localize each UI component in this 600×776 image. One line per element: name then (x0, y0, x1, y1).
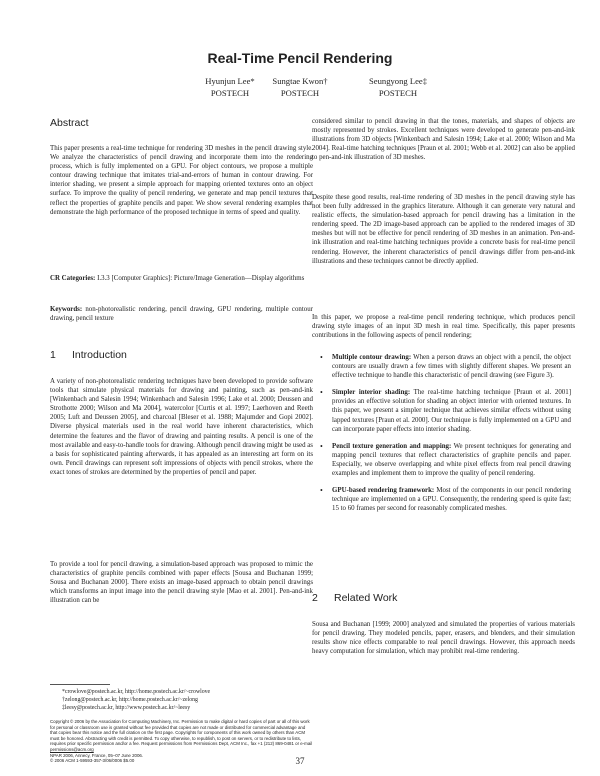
author-name: Sungtae Kwon† (272, 76, 328, 86)
venue-line: NPAR 2006, Annecy, France, 05–07 June 2006. (50, 752, 144, 758)
related-work-heading (312, 592, 397, 604)
footnote: †zelong@postech.ac.kr, http://home.postech.ac.kr/~zelong (62, 697, 198, 703)
author-3 (328, 75, 468, 99)
copyright-text: Copyright © 2006 by the Association for Computing Machinery, Inc. Permission to make digital or hard copies of part or all of this work for personal or classroom use is granted without fee provided that copies are not made or distributed for commercial advantage and that copies bear this notice and the full citation on the first page. Copyrights for components of this work owned by others than ACM must be honored. Abstracting with credit is permitted. To copy otherwise, to republish, to post on servers, or to redistribute to lists, requires prior specific permission and/or a fee. Request permissions from Permissions Dept, ACM Inc., fax +1 (212) 869-0481 or e-mail (50, 719, 313, 747)
paper-title: Real-Time Pencil Rendering (207, 50, 393, 66)
author-name: Hyunjun Lee* (205, 76, 255, 86)
list-item (316, 353, 571, 380)
intro-paragraph-1: A variety of non-photorealistic rendering techniques have been developed to provide software tools that simulate physical materials for drawing and painting, such as pen-and-ink [Winkenbach and Salesin 1994; Winkenbach and Salesin 1996; Lake et al. 2000; Deussen and Strothotte 2000; Wilson and Ma 2004], watercolor [Curtis et al. 1997; Laerhoven and Reeth 2005; Luft and Deussen 2005], and charcoal [Bleser et al. 1988; Majumder and Gopi 2002]. Diverse physical materials used in the real world have inherent characteristics, which determine the features and the flavor of drawing and painting results. A pencil is one of the most available and easy-to-handle tools for drawing. Although pencil drawing might be used as a basis for sophisticated painting afterwards, it has appealed as an interesting art form on its own. Pencil drawings can represent soft impressions of objects with pencil strokes, where the exact tones of strokes are determined by the properties of pencil and paper. (50, 378, 313, 476)
section-title: Related Work (334, 592, 398, 604)
contribution-list (316, 353, 571, 513)
abstract-body: This paper presents a real-time technique for rendering 3D meshes in the pencil drawing style. We analyze the characteristics of pencil drawing and incorporate them into the rendering process, which is fully implemented on a GPU. For object contours, we propose a multiple contour drawing technique that imitates trial-and-errors of human in contour drawing. For interior shading, we present a simple approach for mapping oriented textures onto an object surface. To improve the quality of pencil rendering, we generate and map pencil textures that reflect the properties of graphite pencils and paper. We show several rendering examples that demonstrate the high performance of the proposed technique in terms of speed and quality. (50, 145, 313, 216)
bullet-text: When a person draws an object with a pencil, the object contours are usually drawn a few times with slightly different shapes. We present an effective technique to handle this characteristic of pencil drawing (see Figure 3). (332, 354, 571, 380)
list-item (316, 442, 571, 478)
author-affiliation: POSTECH (280, 88, 320, 98)
footnotes (50, 688, 313, 712)
bullet-text: We present techniques for generating and mapping pencil textures that reflect characteristics of graphite pencils and paper. Especially, we observe overlapping and white pixel effects from real pencil drawing examples and implement them to improve the quality of pencil rendering. (332, 442, 571, 478)
keywords-label: Keywords: (50, 306, 83, 313)
section-title: Introduction (72, 349, 127, 361)
author-affiliation: POSTECH (210, 88, 250, 98)
keywords-text: non-photorealistic rendering, pencil drawing, GPU rendering, multiple contour drawing, pencil texture (50, 306, 313, 323)
section-number: 2 (312, 592, 318, 604)
cr-categories (50, 274, 313, 283)
bullet-label: Simpler interior shading: (332, 389, 411, 397)
isbn-line: © 2006 ACM 1-59593-357-3/06/0006 $5.00 (50, 758, 135, 764)
cr-text: I.3.3 [Computer Graphics]: Picture/Image Generation—Display algorithms (97, 275, 305, 282)
bullet-text: The real-time hatching technique [Praun et al. 2001] provides an effective solution for shading an object interior with oriented textures. In this paper, we present a simpler technique that achieves similar effects without using lapped textures [Praun et al. 2000]. Our technique is fully implemented on a GPU and can incorporate paper effects into interior shading. (332, 389, 571, 433)
related-work-paragraph: Sousa and Buchanan [1999; 2000] analyzed and simulated the properties of various materials for pencil drawing. They modeled pencils, paper, erasers, and blenders, and their simulation results show nice effects comparable to real pencil drawings. However, this approach needs heavy computation for simulation, which may prohibit real-time rendering. (312, 621, 575, 656)
bullet-text: Most of the components in our pencil rendering technique are implemented on a GPU. Consequently, the rendering speed is quite fast; 15 to 60 frames per second for reasonably complicated meshes. (332, 487, 571, 513)
keywords (50, 305, 313, 323)
intro-paragraph-2: To provide a tool for pencil drawing, a simulation-based approach was proposed to mimic the characteristics of graphite pencils combined with paper effects [Sousa and Buchanan 1999; Sousa and Buchanan 2000]. There exists an image-based approach to obtain pencil drawings which transforms an input image into the pencil drawing style [Mao et al. 2001]. Pen-and-ink illustration can be (50, 561, 313, 605)
right-paragraph-1: considered similar to pencil drawing in that the tones, materials, and shapes of objects are mostly represented by strokes. Excellent techniques were developed to generate pen-and-ink illustrations from 3D objects [Winkenbach and Salesin 1994; Lake et al. 2000; Wilson and Ma 2004]. Real-time hatching techniques [Praun et al. 2001; Webb et al. 2002] can also be applied to pen-and-ink illustration of 3D meshes. (312, 118, 575, 162)
bullet-label: Pencil texture generation and mapping: (332, 442, 452, 450)
abstract-heading: Abstract (50, 117, 89, 129)
page-number: 37 (295, 756, 305, 766)
footnote-rule (50, 684, 110, 685)
right-paragraph-2: Despite these good results, real-time rendering of 3D meshes in the pencil drawing style has not been fully addressed in the graphics literature. Although it can generate very natural and realistic effects, the simulation-based approach for pencil drawing has a limitation in the rendering speed. The 2D image-based approach can be applied to the rendered images of 3D meshes but will not be effective for pencil rendering of 3D meshes in an animation. Pen-and-ink illustration and real-time hatching techniques provide a concrete basis for real-time pencil rendering. However, the inherent characteristics of pencil drawings differ from pen-and-ink illustrations and these techniques cannot be directly applied. (312, 194, 575, 265)
intro-heading (50, 349, 127, 361)
footnote: ‡leesy@postech.ac.kr, http://www.postech.ac.kr/~leesy (62, 705, 191, 711)
footnote: *crowlove@postech.ac.kr, http://home.postech.ac.kr/~crowlove (62, 689, 211, 695)
author-name: Seungyong Lee‡ (369, 76, 427, 86)
author-affiliation: POSTECH (378, 88, 418, 98)
permissions-email-link[interactable]: permissions@acm.org (50, 746, 94, 752)
section-number: 1 (50, 349, 56, 361)
right-paragraph-3: In this paper, we propose a real-time pencil rendering technique, which produces pencil drawing style images of an input 3D mesh in real time. Specifically, this paper presents contributions in the following aspects of pencil rendering; (312, 314, 575, 340)
cr-label: CR Categories: (50, 275, 96, 282)
bullet-label: GPU-based rendering framework: (332, 487, 435, 495)
list-item (316, 486, 571, 513)
bullet-label: Multiple contour drawing: (332, 354, 412, 361)
list-item (316, 388, 571, 433)
